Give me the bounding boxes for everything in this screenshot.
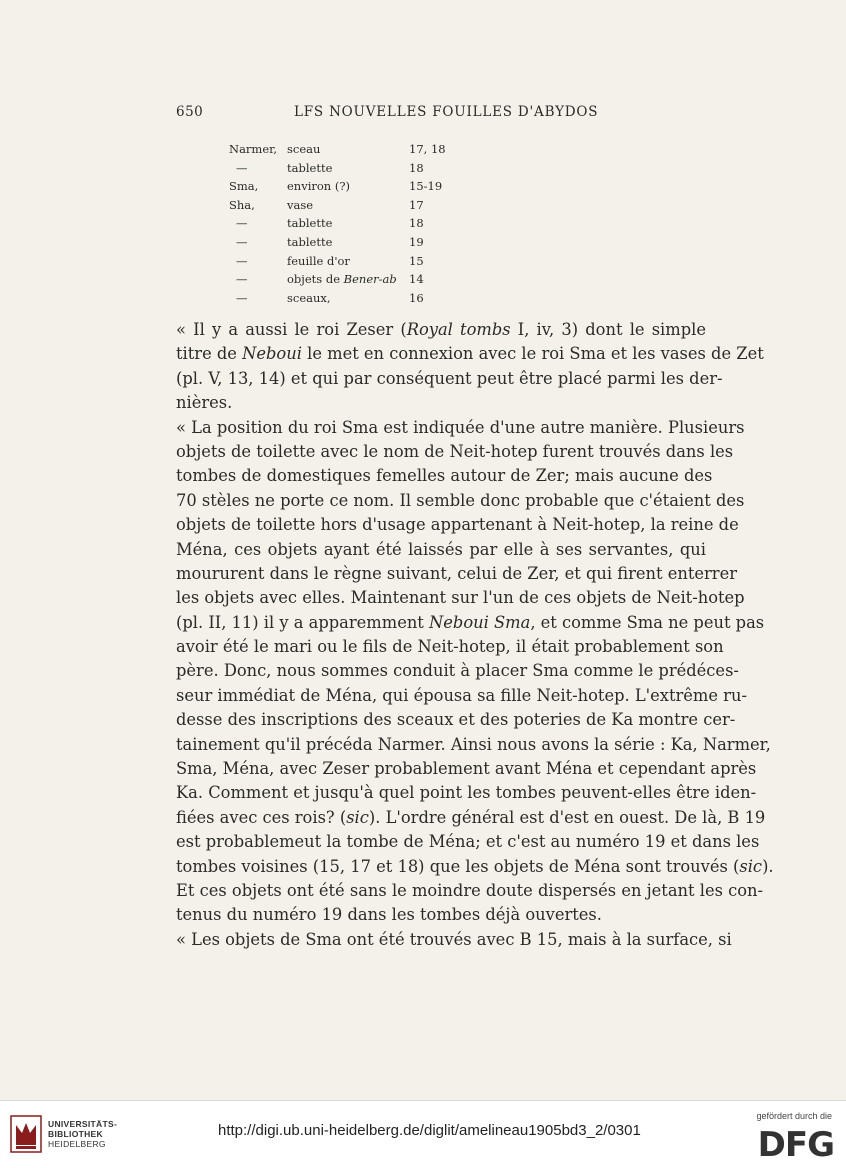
running-title: LFS NOUVELLES FOUILLES D'ABYDOS (294, 104, 599, 120)
text-line: tombes de domestiques femelles autour de Zer; mais aucune des (176, 466, 713, 486)
viewer-footer (0, 1100, 846, 1168)
list-row (229, 270, 489, 289)
text-line: objets de toilette hors d'usage appartenant à Neit-hotep, la reine de (176, 515, 739, 535)
text-line: avoir été le mari ou le fils de Neit-hotep, il était probablement son (176, 637, 724, 657)
university-seal-icon[interactable] (10, 1115, 42, 1153)
list-row-object: environ (?) (287, 179, 351, 194)
list-row-plate: 18 (409, 216, 424, 231)
list-row-object: vase (287, 197, 314, 212)
list-row (229, 214, 489, 233)
page-number: 650 (176, 104, 204, 120)
text-line: est probablemeut la tombe de Ména; et c'est au numéro 19 et dans les (176, 832, 760, 852)
list-row-name: Narmer, (229, 142, 278, 156)
body-text (176, 318, 774, 952)
list-row-object: objets de Bener-ab (287, 272, 397, 287)
list-row-name: — (236, 272, 248, 287)
list-row (229, 140, 489, 159)
list-row (229, 159, 489, 178)
text-line: nières. (176, 393, 233, 413)
list-row (229, 289, 489, 308)
list-row-plate: 19 (409, 234, 424, 249)
text-line: objets de toilette avec le nom de Neit-hotep furent trouvés dans les (176, 441, 734, 461)
text-line: Sma, Ména, avec Zeser probablement avant Ména et cependant après (176, 759, 757, 779)
object-list (229, 140, 489, 307)
list-row (229, 233, 489, 252)
text-line: « Il y a aussi le roi Zeser (Royal tombs I, iv, 3) dont le simple (176, 320, 706, 339)
dfg-logo[interactable]: DFG (757, 1125, 834, 1165)
list-row (229, 177, 489, 196)
text-line: père. Donc, nous sommes conduit à placer Sma comme le prédéces- (176, 661, 739, 681)
text-line: titre de Neboui le met en connexion avec le roi Sma et les vases de Zet (176, 344, 764, 364)
list-row-object: tablette (287, 234, 333, 249)
list-row-object: sceau (287, 142, 321, 156)
permalink-url[interactable]: http://digi.ub.uni-heidelberg.de/diglit/amelineau1905bd3_2/0301 (218, 1122, 641, 1139)
list-row-object: tablette (287, 216, 333, 231)
list-row (229, 252, 489, 271)
list-row-name: — (236, 160, 248, 175)
text-line: Et ces objets ont été sans le moindre doute dispersés en jetant les con- (176, 880, 764, 900)
text-line: seur immédiat de Ména, qui épousa sa fille Neit-hotep. L'extrême ru- (176, 685, 747, 705)
list-row-name: — (236, 290, 248, 305)
list-row (229, 196, 489, 215)
text-line: tainement qu'il précéda Narmer. Ainsi nous avons la série : Ka, Narmer, (176, 734, 771, 754)
text-line: fiées avec ces rois? (sic). L'ordre général est d'est en ouest. De là, B 19 (176, 807, 766, 827)
list-row-plate: 15-19 (409, 179, 443, 194)
list-row-name: — (236, 234, 248, 249)
text-line: moururent dans le règne suivant, celui de Zer, et qui firent enterrer (176, 563, 738, 583)
text-line: desse des inscriptions des sceaux et des poteries de Ka montre cer- (176, 710, 736, 730)
list-row-object: feuille d'or (287, 253, 350, 268)
list-row-object: sceaux, (287, 290, 331, 305)
list-row-name: — (236, 253, 248, 268)
text-line: (pl. II, 11) il y a apparemment Neboui Sma, et comme Sma ne peut pas (176, 612, 765, 632)
list-row-name: Sha, (229, 197, 255, 212)
text-line: Ména, ces objets ayant été laissés par elle à ses servantes, qui (176, 539, 706, 559)
text-line: tenus du numéro 19 dans les tombes déjà ouvertes. (176, 905, 602, 925)
list-row-plate: 16 (409, 290, 424, 305)
funded-by-label: gefördert durch die (756, 1111, 832, 1121)
list-row-plate: 18 (409, 160, 424, 175)
text-line: (pl. V, 13, 14) et qui par conséquent peut être placé parmi les der- (176, 368, 723, 388)
list-row-plate: 17, 18 (409, 142, 446, 156)
text-line: « La position du roi Sma est indiquée d'une autre manière. Plusieurs (176, 417, 745, 437)
text-line: les objets avec elles. Maintenant sur l'un de ces objets de Neit-hotep (176, 588, 745, 608)
running-header (176, 104, 706, 124)
list-row-object: tablette (287, 160, 333, 175)
list-row-plate: 15 (409, 253, 424, 268)
list-row-plate: 14 (409, 272, 424, 287)
list-row-plate: 17 (409, 197, 424, 212)
text-line: 70 stèles ne porte ce nom. Il semble donc probable que c'étaient des (176, 490, 745, 510)
text-line: « Les objets de Sma ont été trouvés avec B 15, mais à la surface, si (176, 929, 732, 949)
text-line: Ka. Comment et jusqu'à quel point les tombes peuvent-elles être iden- (176, 783, 757, 803)
text-line: tombes voisines (15, 17 et 18) que les objets de Ména sont trouvés (sic). (176, 856, 774, 876)
list-row-name: — (236, 216, 248, 231)
library-name[interactable]: UNIVERSITÄTS- BIBLIOTHEK HEIDELBERG (48, 1119, 118, 1149)
list-row-name: Sma, (229, 179, 259, 194)
